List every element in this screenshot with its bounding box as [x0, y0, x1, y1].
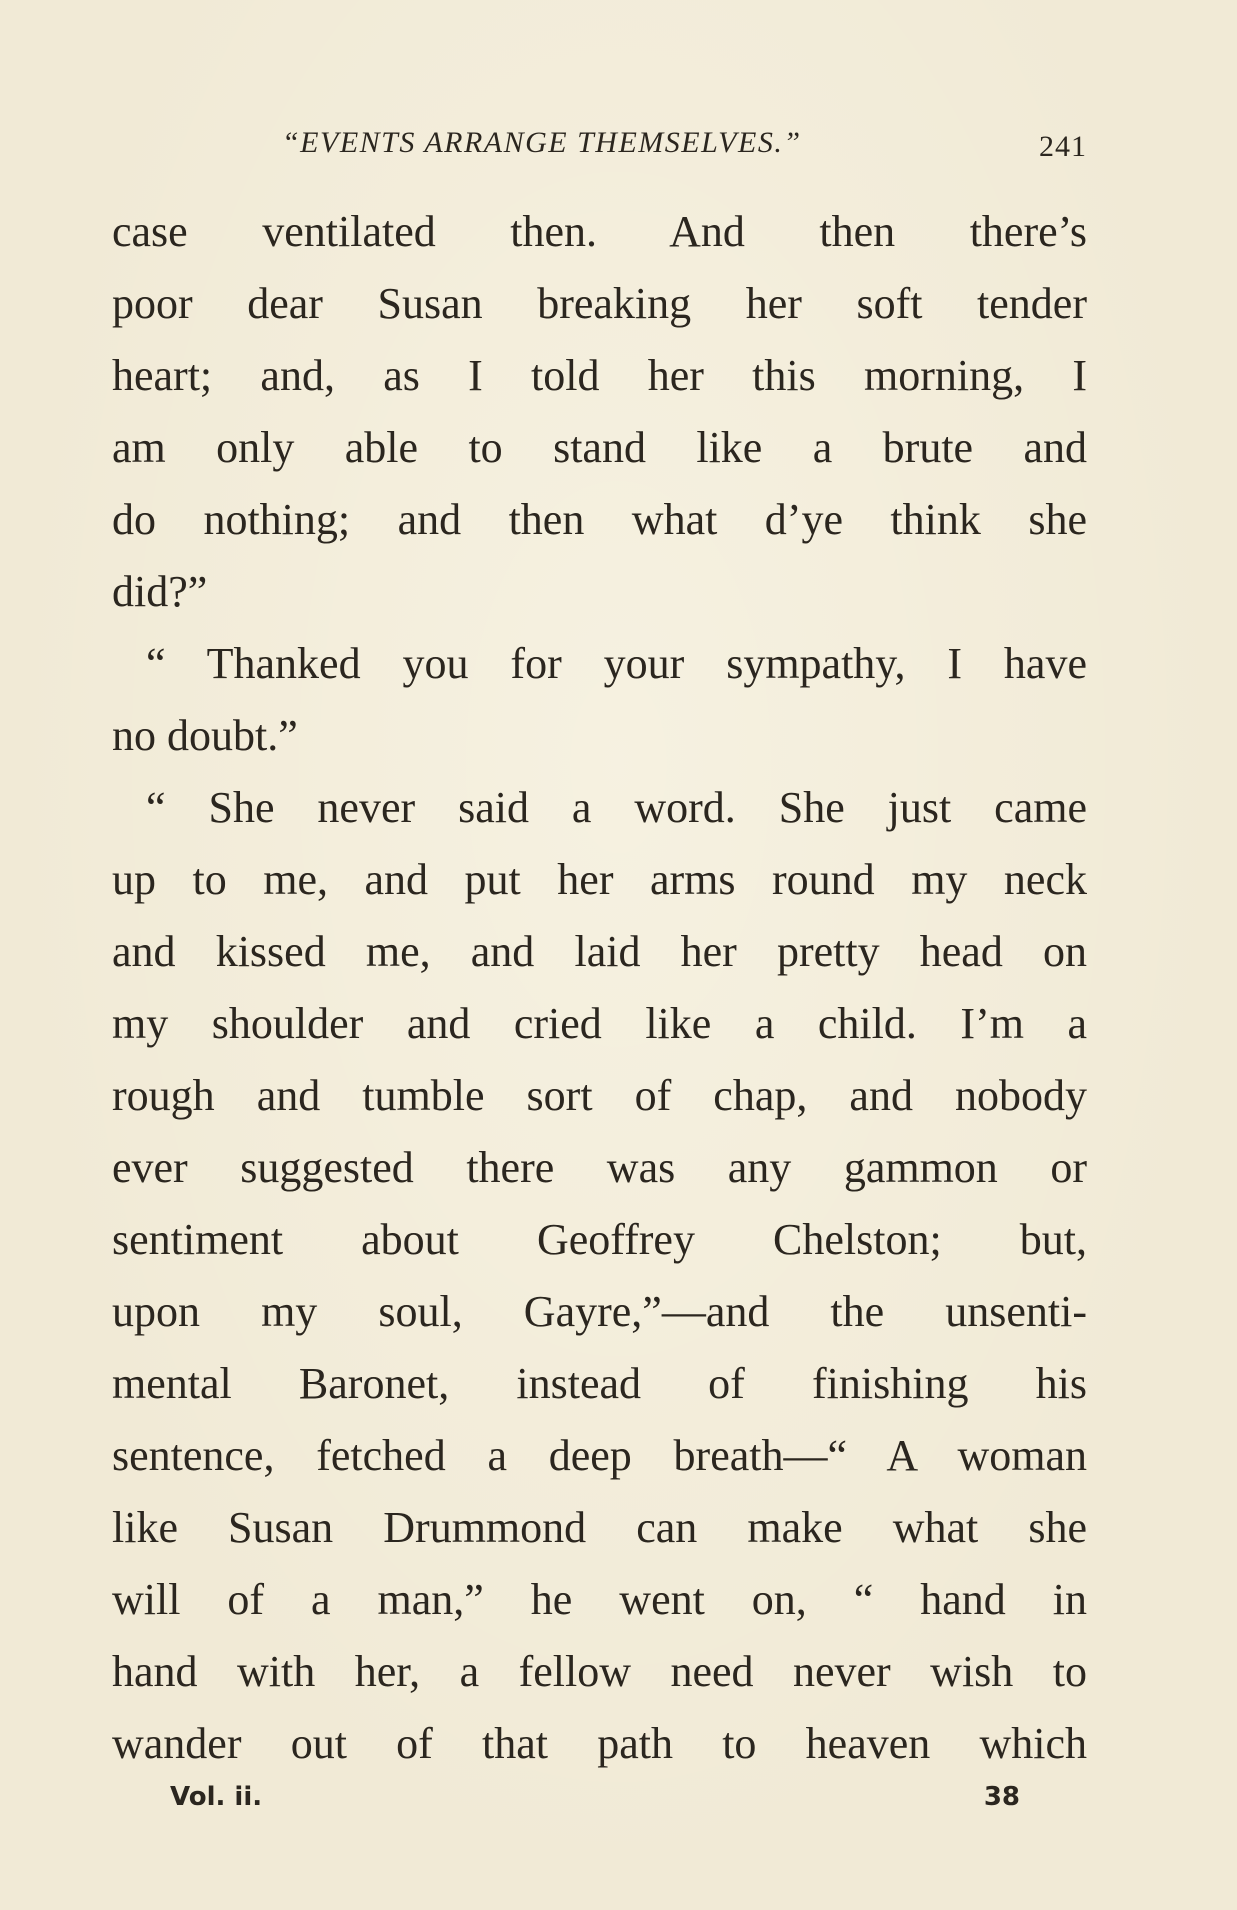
signature-mark: 38	[983, 1782, 1020, 1812]
text-line: “ She never said a word. She just came	[146, 783, 1087, 832]
text-line: and kissed me, and laid her pretty head on	[112, 927, 1087, 976]
text-line: did?”	[112, 567, 208, 616]
text-line: “ Thanked you for your sympathy, I have	[146, 639, 1087, 688]
text-line: mental Baronet, instead of finishing his	[112, 1359, 1087, 1408]
running-title: “EVENTS ARRANGE THEMSELVES.”	[282, 126, 802, 159]
text-line: hand with her, a fellow need never wish to	[112, 1647, 1087, 1696]
running-head	[112, 126, 1087, 166]
text-line: do nothing; and then what d’ye think she	[112, 495, 1087, 544]
page-footer	[170, 1782, 1020, 1822]
text-line: ever suggested there was any gammon or	[112, 1143, 1087, 1192]
volume-signature: Vol. ii.	[170, 1782, 263, 1812]
text-line: like Susan Drummond can make what she	[112, 1503, 1087, 1552]
text-line: heart; and, as I told her this morning, I	[112, 351, 1087, 400]
text-line: case ventilated then. And then there’s	[112, 207, 1087, 256]
body-text	[112, 196, 1087, 1780]
text-line: wander out of that path to heaven which	[112, 1719, 1087, 1768]
text-line: poor dear Susan breaking her soft tender	[112, 279, 1087, 328]
text-line: am only able to stand like a brute and	[112, 423, 1087, 472]
text-line: no doubt.”	[112, 711, 298, 760]
text-line: up to me, and put her arms round my neck	[112, 855, 1087, 904]
text-line: upon my soul, Gayre,”—and the unsenti-	[112, 1287, 1087, 1336]
text-line: sentiment about Geoffrey Chelston; but,	[112, 1215, 1087, 1264]
text-line: will of a man,” he went on, “ hand in	[112, 1575, 1087, 1624]
text-line: my shoulder and cried like a child. I’m a	[112, 999, 1087, 1048]
text-line: rough and tumble sort of chap, and nobody	[112, 1071, 1087, 1120]
text-line: sentence, fetched a deep breath—“ A woman	[112, 1431, 1087, 1480]
page-number: 241	[1039, 130, 1087, 163]
